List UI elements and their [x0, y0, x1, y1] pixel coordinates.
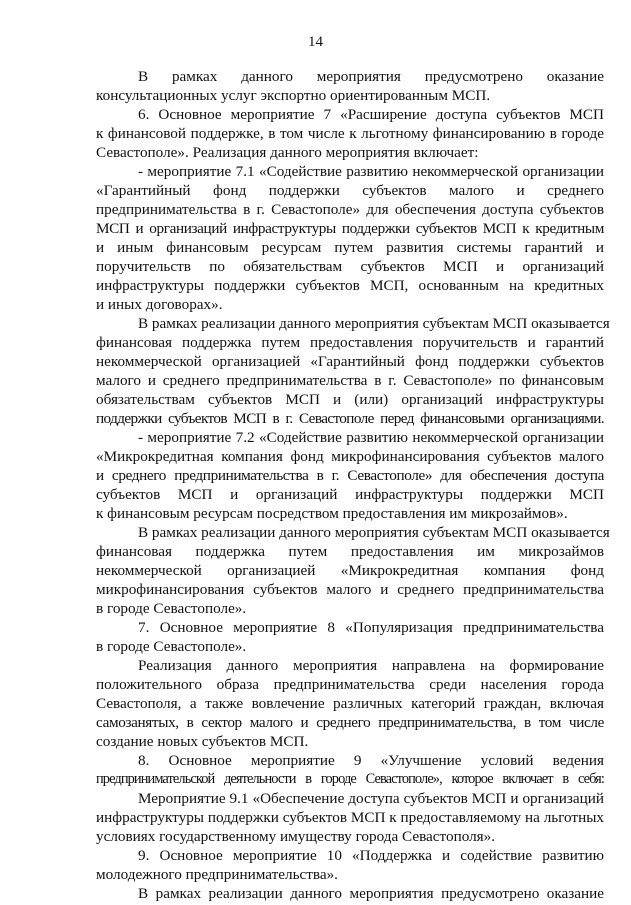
text-line: к финансовым ресурсам посредством предоставления им микрозаймов». [96, 505, 568, 522]
text-line: в городе Севастополе». [96, 600, 247, 617]
text-line: финансовая поддержка путем предоставления им микрозаймов [96, 543, 604, 560]
text-line: инфраструктуры поддержки субъектов МСП к предоставляемому на льготных [96, 809, 604, 826]
text-line: В рамках данного мероприятия предусмотрено оказание [138, 68, 604, 85]
text-line: малого и среднего предпринимательства в г. Севастополе» по финансовым [96, 372, 604, 389]
text-line: молодежного предпринимательства». [96, 866, 338, 883]
text-line: положительного образа предпринимательства среди населения города [96, 676, 604, 693]
text-line: Севастополе». Реализация данного мероприятия включает: [96, 144, 479, 161]
text-line: предпринимательства в г. Севастополе» для обеспечения доступа субъектов [96, 201, 604, 218]
text-line: в городе Севастополе». [96, 638, 247, 655]
text-line: В рамках реализации данного мероприятия субъектам МСП оказывается [138, 524, 610, 541]
text-line: консультационных услуг экспортно ориентированным МСП. [96, 87, 491, 104]
text-line: 9. Основное мероприятие 10 «Поддержка и содействие развитию [138, 847, 604, 864]
text-line: - мероприятие 7.1 «Содействие развитию некоммерческой организации [138, 163, 604, 180]
text-line: микрофинансирования субъектов малого и среднего предпринимательства [96, 581, 604, 598]
text-line: 7. Основное мероприятие 8 «Популяризация предпринимательства [138, 619, 604, 636]
text-line: создание новых субъектов МСП. [96, 733, 309, 750]
text-line: условиях государственному имуществу города Севастополя». [96, 828, 496, 845]
text-line: Реализация данного мероприятия направлена на формирование [138, 657, 604, 674]
text-line: субъектов МСП и организаций инфраструктуры поддержки МСП [96, 486, 604, 503]
text-line: В рамках реализации данного мероприятия субъектам МСП оказывается [138, 315, 610, 332]
text-line: 8. Основное мероприятие 9 «Улучшение условий ведения [138, 752, 604, 769]
text-line: и иных договорах». [96, 296, 223, 313]
text-line: «Микрокредитная компания фонд микрофинансирования субъектов малого [96, 448, 604, 465]
text-line: В рамках реализации данного мероприятия предусмотрено оказание [138, 885, 604, 902]
text-line: поддержки субъектов МСП в г. Севастополе перед финансовыми организациями. [96, 410, 604, 427]
text-line: МСП и организаций инфраструктуры поддержки субъектов МСП к кредитным [96, 220, 604, 237]
text-line: некоммерческой организацией «Гарантийный фонд поддержки субъектов [96, 353, 604, 370]
page-number: 14 [308, 34, 323, 50]
text-line: самозанятых, в сектор малого и среднего предпринимательства, в том числе [96, 714, 604, 731]
text-line: Севастополя, а также вовлечение различных категорий граждан, включая [96, 695, 604, 712]
text-line: 6. Основное мероприятие 7 «Расширение доступа субъектов МСП [138, 106, 604, 123]
text-line: «Гарантийный фонд поддержки субъектов малого и среднего [96, 182, 604, 199]
text-line: финансовая поддержка путем предоставления поручительств и гарантий [96, 334, 604, 351]
text-line: к финансовой поддержке, в том числе к льготному финансированию в городе [96, 125, 604, 142]
text-line: инфраструктуры поддержки субъектов МСП, основанным на кредитных [96, 277, 604, 294]
text-line: предпринимательской деятельности в городе Севастополе», которое включает в себя: [96, 771, 604, 787]
text-line: и иным финансовым ресурсам путем развития системы гарантий и [96, 239, 604, 256]
text-line: Мероприятие 9.1 «Обеспечение доступа субъектов МСП и организаций [138, 790, 604, 807]
text-line: поручительств по обязательствам субъектов МСП и организаций [96, 258, 604, 275]
text-line: обязательствам субъектов МСП и (или) организаций инфраструктуры [96, 391, 604, 408]
text-line: и среднего предпринимательства в г. Севастополе» для обеспечения доступа [96, 467, 604, 484]
text-line: некоммерческой организацией «Микрокредитная компания фонд [96, 562, 604, 579]
text-line: - мероприятие 7.2 «Содействие развитию некоммерческой организации [138, 429, 604, 446]
